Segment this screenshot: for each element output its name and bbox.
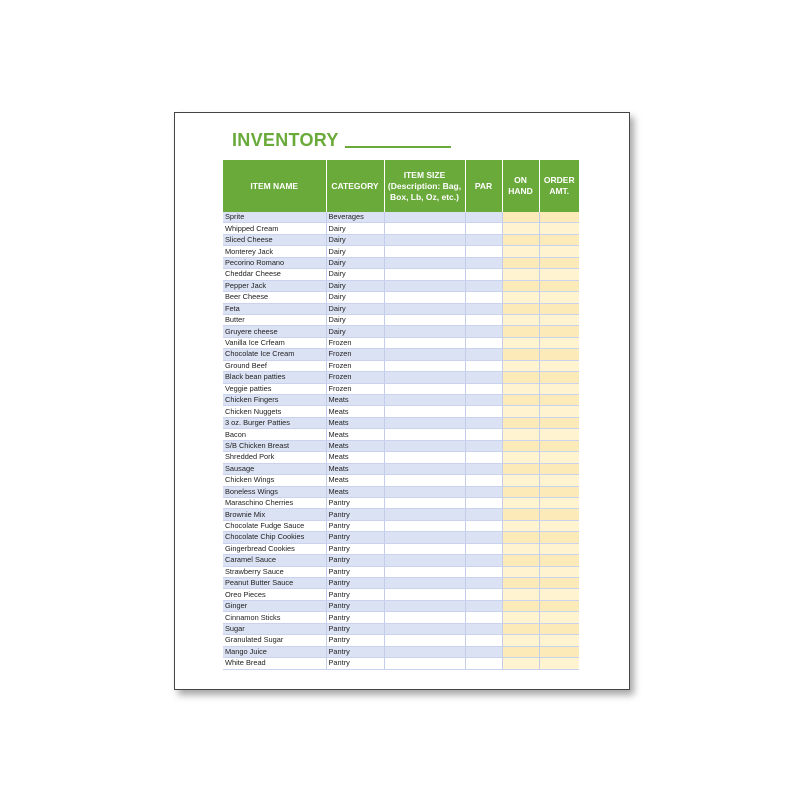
- category-cell: Dairy: [326, 314, 384, 325]
- table-row: [223, 612, 579, 623]
- par-cell[interactable]: [465, 463, 502, 474]
- item-size-cell[interactable]: [384, 520, 465, 531]
- on-hand-cell[interactable]: [502, 280, 539, 291]
- table-row: [223, 212, 579, 223]
- item-name-cell: Chicken Nuggets: [223, 406, 326, 417]
- order-amt-cell[interactable]: [539, 314, 579, 325]
- item-name-cell: Feta: [223, 303, 326, 314]
- table-row: [223, 257, 579, 268]
- on-hand-cell[interactable]: [502, 337, 539, 348]
- on-hand-cell[interactable]: [502, 623, 539, 634]
- item-name-cell: Chocolate Chip Cookies: [223, 532, 326, 543]
- item-name-cell: Pepper Jack: [223, 280, 326, 291]
- par-cell[interactable]: [465, 383, 502, 394]
- page-title: [232, 127, 451, 151]
- par-cell[interactable]: [465, 623, 502, 634]
- table-row: [223, 314, 579, 325]
- category-cell: Dairy: [326, 234, 384, 245]
- table-row: [223, 646, 579, 657]
- item-size-cell[interactable]: [384, 360, 465, 371]
- item-size-cell[interactable]: [384, 234, 465, 245]
- on-hand-cell[interactable]: [502, 486, 539, 497]
- on-hand-cell[interactable]: [502, 360, 539, 371]
- on-hand-cell[interactable]: [502, 440, 539, 451]
- item-size-cell[interactable]: [384, 566, 465, 577]
- table-row: [223, 326, 579, 337]
- order-amt-cell[interactable]: [539, 532, 579, 543]
- category-cell: Pantry: [326, 635, 384, 646]
- item-size-cell[interactable]: [384, 452, 465, 463]
- table-row: [223, 383, 579, 394]
- category-cell: Dairy: [326, 303, 384, 314]
- on-hand-cell[interactable]: [502, 417, 539, 428]
- item-name-cell: Ground Beef: [223, 360, 326, 371]
- par-cell[interactable]: [465, 372, 502, 383]
- item-name-cell: Oreo Pieces: [223, 589, 326, 600]
- on-hand-cell[interactable]: [502, 349, 539, 360]
- order-amt-cell[interactable]: [539, 360, 579, 371]
- order-amt-cell[interactable]: [539, 429, 579, 440]
- par-cell[interactable]: [465, 395, 502, 406]
- order-amt-cell[interactable]: [539, 520, 579, 531]
- item-name-cell: Black bean patties: [223, 372, 326, 383]
- par-cell[interactable]: [465, 589, 502, 600]
- on-hand-cell[interactable]: [502, 589, 539, 600]
- item-size-cell[interactable]: [384, 532, 465, 543]
- table-row: [223, 234, 579, 245]
- par-cell[interactable]: [465, 349, 502, 360]
- table-row: [223, 578, 579, 589]
- table-row: [223, 292, 579, 303]
- item-size-cell[interactable]: [384, 543, 465, 554]
- table-row: [223, 429, 579, 440]
- par-cell[interactable]: [465, 543, 502, 554]
- table-row: [223, 303, 579, 314]
- par-cell[interactable]: [465, 532, 502, 543]
- category-cell: Dairy: [326, 269, 384, 280]
- category-cell: Dairy: [326, 257, 384, 268]
- item-size-cell[interactable]: [384, 509, 465, 520]
- item-size-cell[interactable]: [384, 349, 465, 360]
- category-cell: Dairy: [326, 326, 384, 337]
- item-size-cell[interactable]: [384, 623, 465, 634]
- on-hand-cell[interactable]: [502, 520, 539, 531]
- on-hand-cell[interactable]: [502, 566, 539, 577]
- category-cell: Frozen: [326, 337, 384, 348]
- item-name-cell: White Bread: [223, 658, 326, 669]
- item-size-cell[interactable]: [384, 372, 465, 383]
- table-row: [223, 395, 579, 406]
- order-amt-cell[interactable]: [539, 383, 579, 394]
- on-hand-cell[interactable]: [502, 497, 539, 508]
- table-row: [223, 417, 579, 428]
- category-cell: Frozen: [326, 383, 384, 394]
- item-name-cell: S/B Chicken Breast: [223, 440, 326, 451]
- item-size-cell[interactable]: [384, 463, 465, 474]
- order-amt-cell[interactable]: [539, 326, 579, 337]
- category-cell: Pantry: [326, 543, 384, 554]
- table-row: [223, 658, 579, 669]
- order-amt-cell[interactable]: [539, 578, 579, 589]
- category-cell: Dairy: [326, 223, 384, 234]
- order-amt-cell[interactable]: [539, 257, 579, 268]
- order-amt-cell[interactable]: [539, 337, 579, 348]
- order-amt-cell[interactable]: [539, 280, 579, 291]
- item-name-cell: Shredded Pork: [223, 452, 326, 463]
- par-cell[interactable]: [465, 486, 502, 497]
- category-cell: Frozen: [326, 349, 384, 360]
- table-row: [223, 497, 579, 508]
- item-size-cell[interactable]: [384, 246, 465, 257]
- table-row: [223, 635, 579, 646]
- order-amt-cell[interactable]: [539, 612, 579, 623]
- on-hand-cell[interactable]: [502, 326, 539, 337]
- item-size-cell[interactable]: [384, 475, 465, 486]
- table-row: [223, 246, 579, 257]
- category-cell: Beverages: [326, 212, 384, 223]
- on-hand-cell[interactable]: [502, 429, 539, 440]
- item-size-cell[interactable]: [384, 395, 465, 406]
- item-size-cell[interactable]: [384, 337, 465, 348]
- par-cell[interactable]: [465, 612, 502, 623]
- category-cell: Pantry: [326, 509, 384, 520]
- par-cell[interactable]: [465, 234, 502, 245]
- category-cell: Frozen: [326, 360, 384, 371]
- item-size-cell[interactable]: [384, 303, 465, 314]
- par-cell[interactable]: [465, 314, 502, 325]
- item-name-cell: Boneless Wings: [223, 486, 326, 497]
- item-size-cell[interactable]: [384, 212, 465, 223]
- col-header-item-size: ITEM SIZE (Description: Bag, Box, Lb, Oz, etc.): [384, 160, 465, 212]
- table-row: [223, 532, 579, 543]
- table-header-row: [223, 160, 579, 212]
- table-row: [223, 280, 579, 291]
- table-row: [223, 589, 579, 600]
- table-row: [223, 406, 579, 417]
- order-amt-cell[interactable]: [539, 646, 579, 657]
- item-name-cell: Granulated Sugar: [223, 635, 326, 646]
- par-cell[interactable]: [465, 337, 502, 348]
- table-row: [223, 623, 579, 634]
- table-row: [223, 475, 579, 486]
- par-cell[interactable]: [465, 635, 502, 646]
- category-cell: Pantry: [326, 623, 384, 634]
- col-header-item-name: ITEM NAME: [223, 160, 326, 212]
- order-amt-cell[interactable]: [539, 600, 579, 611]
- par-cell[interactable]: [465, 520, 502, 531]
- order-amt-cell[interactable]: [539, 589, 579, 600]
- table-row: [223, 509, 579, 520]
- order-amt-cell[interactable]: [539, 555, 579, 566]
- on-hand-cell[interactable]: [502, 257, 539, 268]
- par-cell[interactable]: [465, 246, 502, 257]
- table-row: [223, 543, 579, 554]
- table-row: [223, 566, 579, 577]
- item-name-cell: Monterey Jack: [223, 246, 326, 257]
- item-name-cell: Maraschino Cherries: [223, 497, 326, 508]
- order-amt-cell[interactable]: [539, 372, 579, 383]
- order-amt-cell[interactable]: [539, 475, 579, 486]
- on-hand-cell[interactable]: [502, 234, 539, 245]
- order-amt-cell[interactable]: [539, 417, 579, 428]
- item-size-cell[interactable]: [384, 314, 465, 325]
- category-cell: Meats: [326, 429, 384, 440]
- order-amt-cell[interactable]: [539, 292, 579, 303]
- inventory-sheet: [174, 112, 630, 690]
- item-size-cell[interactable]: [384, 440, 465, 451]
- par-cell[interactable]: [465, 566, 502, 577]
- item-size-cell[interactable]: [384, 635, 465, 646]
- on-hand-cell[interactable]: [502, 475, 539, 486]
- order-amt-cell[interactable]: [539, 212, 579, 223]
- order-amt-cell[interactable]: [539, 406, 579, 417]
- table-row: [223, 223, 579, 234]
- category-cell: Meats: [326, 406, 384, 417]
- category-cell: Pantry: [326, 520, 384, 531]
- par-cell[interactable]: [465, 417, 502, 428]
- item-size-cell[interactable]: [384, 223, 465, 234]
- on-hand-cell[interactable]: [502, 212, 539, 223]
- category-cell: Pantry: [326, 497, 384, 508]
- item-name-cell: Mango Juice: [223, 646, 326, 657]
- item-name-cell: Strawberry Sauce: [223, 566, 326, 577]
- par-cell[interactable]: [465, 646, 502, 657]
- category-cell: Meats: [326, 463, 384, 474]
- order-amt-cell[interactable]: [539, 269, 579, 280]
- par-cell[interactable]: [465, 212, 502, 223]
- on-hand-cell[interactable]: [502, 223, 539, 234]
- on-hand-cell[interactable]: [502, 509, 539, 520]
- order-amt-cell[interactable]: [539, 486, 579, 497]
- item-size-cell[interactable]: [384, 326, 465, 337]
- par-cell[interactable]: [465, 303, 502, 314]
- order-amt-cell[interactable]: [539, 658, 579, 669]
- category-cell: Pantry: [326, 612, 384, 623]
- par-cell[interactable]: [465, 360, 502, 371]
- item-name-cell: Vanilla Ice Crfeam: [223, 337, 326, 348]
- par-cell[interactable]: [465, 600, 502, 611]
- par-cell[interactable]: [465, 440, 502, 451]
- category-cell: Pantry: [326, 589, 384, 600]
- item-size-cell[interactable]: [384, 269, 465, 280]
- item-size-cell[interactable]: [384, 257, 465, 268]
- item-name-cell: Ginger: [223, 600, 326, 611]
- item-name-cell: Cinnamon Sticks: [223, 612, 326, 623]
- category-cell: Dairy: [326, 246, 384, 257]
- par-cell[interactable]: [465, 452, 502, 463]
- item-name-cell: Sprite: [223, 212, 326, 223]
- item-size-cell[interactable]: [384, 658, 465, 669]
- par-cell[interactable]: [465, 406, 502, 417]
- on-hand-cell[interactable]: [502, 463, 539, 474]
- on-hand-cell[interactable]: [502, 383, 539, 394]
- item-size-cell[interactable]: [384, 497, 465, 508]
- item-name-cell: Gingerbread Cookies: [223, 543, 326, 554]
- item-size-cell[interactable]: [384, 486, 465, 497]
- category-cell: Meats: [326, 475, 384, 486]
- on-hand-cell[interactable]: [502, 600, 539, 611]
- item-name-cell: Sausage: [223, 463, 326, 474]
- item-name-cell: Sugar: [223, 623, 326, 634]
- item-name-cell: Veggie patties: [223, 383, 326, 394]
- item-name-cell: Gruyere cheese: [223, 326, 326, 337]
- item-size-cell[interactable]: [384, 612, 465, 623]
- on-hand-cell[interactable]: [502, 646, 539, 657]
- item-size-cell[interactable]: [384, 292, 465, 303]
- item-name-cell: Butter: [223, 314, 326, 325]
- on-hand-cell[interactable]: [502, 452, 539, 463]
- item-size-cell[interactable]: [384, 383, 465, 394]
- order-amt-cell[interactable]: [539, 440, 579, 451]
- category-cell: Pantry: [326, 578, 384, 589]
- item-size-cell[interactable]: [384, 578, 465, 589]
- category-cell: Dairy: [326, 280, 384, 291]
- table-row: [223, 360, 579, 371]
- title-text: INVENTORY: [232, 130, 339, 150]
- item-name-cell: Bacon: [223, 429, 326, 440]
- table-row: [223, 463, 579, 474]
- item-size-cell[interactable]: [384, 280, 465, 291]
- category-cell: Meats: [326, 395, 384, 406]
- item-size-cell[interactable]: [384, 589, 465, 600]
- on-hand-cell[interactable]: [502, 406, 539, 417]
- par-cell[interactable]: [465, 280, 502, 291]
- on-hand-cell[interactable]: [502, 635, 539, 646]
- category-cell: Dairy: [326, 292, 384, 303]
- par-cell[interactable]: [465, 497, 502, 508]
- table-row: [223, 600, 579, 611]
- par-cell[interactable]: [465, 269, 502, 280]
- category-cell: Meats: [326, 417, 384, 428]
- table-row: [223, 486, 579, 497]
- on-hand-cell[interactable]: [502, 269, 539, 280]
- par-cell[interactable]: [465, 509, 502, 520]
- table-row: [223, 349, 579, 360]
- col-header-category: CATEGORY: [326, 160, 384, 212]
- par-cell[interactable]: [465, 578, 502, 589]
- category-cell: Pantry: [326, 555, 384, 566]
- par-cell[interactable]: [465, 223, 502, 234]
- inventory-table: [223, 160, 579, 670]
- order-amt-cell[interactable]: [539, 635, 579, 646]
- item-size-cell[interactable]: [384, 555, 465, 566]
- order-amt-cell[interactable]: [539, 395, 579, 406]
- on-hand-cell[interactable]: [502, 303, 539, 314]
- item-name-cell: Whipped Cream: [223, 223, 326, 234]
- order-amt-cell[interactable]: [539, 463, 579, 474]
- category-cell: Pantry: [326, 600, 384, 611]
- order-amt-cell[interactable]: [539, 452, 579, 463]
- item-name-cell: Chicken Fingers: [223, 395, 326, 406]
- par-cell[interactable]: [465, 326, 502, 337]
- col-header-order-amt: ORDER AMT.: [539, 160, 579, 212]
- order-amt-cell[interactable]: [539, 303, 579, 314]
- item-name-cell: Beer Cheese: [223, 292, 326, 303]
- col-header-on-hand: ON HAND: [502, 160, 539, 212]
- category-cell: Meats: [326, 440, 384, 451]
- category-cell: Meats: [326, 452, 384, 463]
- table-row: [223, 440, 579, 451]
- title-blank-line: [345, 146, 451, 148]
- order-amt-cell[interactable]: [539, 246, 579, 257]
- item-size-cell[interactable]: [384, 600, 465, 611]
- item-size-cell[interactable]: [384, 406, 465, 417]
- par-cell[interactable]: [465, 555, 502, 566]
- table-row: [223, 269, 579, 280]
- item-name-cell: Chocolate Ice Cream: [223, 349, 326, 360]
- order-amt-cell[interactable]: [539, 543, 579, 554]
- par-cell[interactable]: [465, 429, 502, 440]
- on-hand-cell[interactable]: [502, 395, 539, 406]
- order-amt-cell[interactable]: [539, 509, 579, 520]
- item-size-cell[interactable]: [384, 429, 465, 440]
- table-row: [223, 337, 579, 348]
- order-amt-cell[interactable]: [539, 223, 579, 234]
- par-cell[interactable]: [465, 292, 502, 303]
- on-hand-cell[interactable]: [502, 543, 539, 554]
- order-amt-cell[interactable]: [539, 566, 579, 577]
- order-amt-cell[interactable]: [539, 234, 579, 245]
- item-name-cell: 3 oz. Burger Patties: [223, 417, 326, 428]
- on-hand-cell[interactable]: [502, 658, 539, 669]
- table-row: [223, 452, 579, 463]
- par-cell[interactable]: [465, 257, 502, 268]
- table-row: [223, 555, 579, 566]
- item-name-cell: Caramel Sauce: [223, 555, 326, 566]
- item-name-cell: Chicken Wings: [223, 475, 326, 486]
- on-hand-cell[interactable]: [502, 292, 539, 303]
- on-hand-cell[interactable]: [502, 532, 539, 543]
- item-name-cell: Peanut Butter Sauce: [223, 578, 326, 589]
- order-amt-cell[interactable]: [539, 349, 579, 360]
- on-hand-cell[interactable]: [502, 555, 539, 566]
- item-name-cell: Brownie Mix: [223, 509, 326, 520]
- item-size-cell[interactable]: [384, 417, 465, 428]
- category-cell: Pantry: [326, 566, 384, 577]
- on-hand-cell[interactable]: [502, 246, 539, 257]
- item-size-cell[interactable]: [384, 646, 465, 657]
- order-amt-cell[interactable]: [539, 623, 579, 634]
- item-name-cell: Sliced Cheese: [223, 234, 326, 245]
- on-hand-cell[interactable]: [502, 612, 539, 623]
- par-cell[interactable]: [465, 658, 502, 669]
- order-amt-cell[interactable]: [539, 497, 579, 508]
- item-name-cell: Pecorino Romano: [223, 257, 326, 268]
- on-hand-cell[interactable]: [502, 578, 539, 589]
- inventory-table-body: [223, 212, 579, 669]
- category-cell: Frozen: [326, 372, 384, 383]
- table-row: [223, 520, 579, 531]
- on-hand-cell[interactable]: [502, 372, 539, 383]
- par-cell[interactable]: [465, 475, 502, 486]
- category-cell: Meats: [326, 486, 384, 497]
- table-row: [223, 372, 579, 383]
- category-cell: Pantry: [326, 658, 384, 669]
- on-hand-cell[interactable]: [502, 314, 539, 325]
- item-name-cell: Cheddar Cheese: [223, 269, 326, 280]
- category-cell: Pantry: [326, 532, 384, 543]
- col-header-par: PAR: [465, 160, 502, 212]
- item-name-cell: Chocolate Fudge Sauce: [223, 520, 326, 531]
- category-cell: Pantry: [326, 646, 384, 657]
